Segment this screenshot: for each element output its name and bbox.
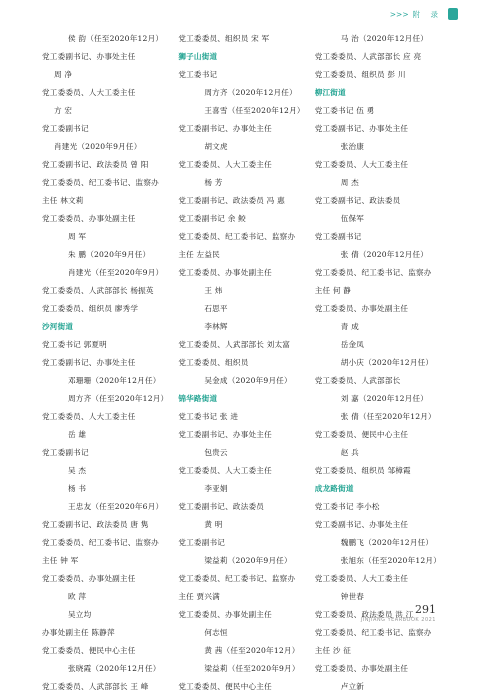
text-line: 吴 杰: [68, 466, 87, 475]
text-line: 石思平: [204, 304, 228, 313]
text-line: 党工委委员、人武部部长 杨振英: [42, 286, 154, 295]
text-line: 李林辉: [204, 322, 228, 331]
text-line: 杨 书: [68, 484, 87, 493]
text-line: 杨 芳: [204, 178, 223, 187]
text-line: 党工委副书记、政法委员 冯 惠: [178, 196, 285, 205]
text-line: 主任 钟 军: [42, 556, 79, 565]
text-line: 胡文虎: [204, 142, 228, 151]
column-3: [315, 30, 441, 696]
text-line: 党工委书记 伍 勇: [314, 106, 375, 115]
text-line: 党工委委员、纪工委书记、监察办: [178, 574, 296, 583]
text-line: 党工委委员、便民中心主任: [314, 430, 409, 439]
page-number: 291: [415, 603, 436, 616]
text-line: 侯 韵（任至2020年12月）: [68, 34, 164, 43]
text-line: 张旭东（任至2020年12月）: [340, 556, 442, 565]
text-line: 刘 嘉（2020年12月任）: [340, 394, 429, 403]
text-line: 梁益莉（任至2020年9月）: [204, 664, 300, 673]
section-heading: 锦华路街道: [178, 394, 218, 403]
text-line: 党工委委员、人武部部长: [314, 376, 401, 385]
text-line: 党工委委员、办事处副主任: [178, 610, 272, 619]
text-line: 周 杰: [340, 178, 359, 187]
text-line: 党工委委员、纪工委书记、监察办: [314, 628, 432, 637]
text-line: 包贵云: [204, 448, 228, 457]
column-2: [178, 30, 304, 696]
text-line: 王 炜: [204, 286, 223, 295]
text-line: 黄 茜（任至2020年12月）: [204, 646, 300, 655]
text-line: 朱 鹏（2020年9月任）: [68, 250, 151, 259]
text-line: 党工委委员、纪工委书记、监察办: [42, 178, 159, 187]
text-line: 主任 沙 征: [314, 646, 352, 655]
text-line: 岳 雄: [68, 430, 87, 439]
text-line: 党工委委员、组织员 彭 川: [314, 70, 406, 79]
text-line: 肖建光（2020年9月任）: [54, 142, 142, 151]
text-line: 欧 萍: [68, 592, 87, 601]
text-line: 党工委委员、组织员 宋 军: [178, 34, 270, 43]
text-line: 胡小庆（2020年12月任）: [340, 358, 434, 367]
text-line: 党工委副书记 余 鲛: [178, 214, 246, 223]
text-line: 党工委委员、办事处副主任: [42, 214, 136, 223]
text-line: 王忠友（任至2020年6月）: [68, 502, 164, 511]
text-line: 党工委委员、人武部部长 王 峰: [42, 682, 149, 691]
text-line: 党工委委员、人武部部长 刘太富: [178, 340, 291, 349]
text-line: 党工委委员、政法委员 洪 江: [314, 610, 414, 619]
page-footer: [361, 603, 436, 623]
text-line: 周方齐（2020年12月任）: [204, 88, 297, 97]
text-line: 张治康: [340, 142, 365, 151]
text-line: 党工委副书记、政法委员 唐 隽: [42, 520, 149, 529]
text-line: 张 倩（2020年12月任）: [340, 250, 429, 259]
text-line: 党工委书记: [178, 70, 218, 79]
text-line: 何志恒: [204, 628, 228, 637]
text-line: 党工委委员、人大工委主任: [178, 466, 272, 475]
text-line: 党工委委员、人大工委主任: [42, 412, 136, 421]
text-line: 党工委副书记: [42, 124, 89, 133]
text-line: 黄 明: [204, 520, 223, 529]
text-line: 党工委书记 李小松: [314, 502, 380, 511]
text-line: 周 军: [68, 232, 87, 241]
text-line: 魏鹏飞（2020年12月任）: [340, 538, 434, 547]
section-title: 附 录: [412, 9, 442, 19]
section-tab-marker: [448, 8, 458, 20]
text-line: 邓珊珊（2020年12月任）: [68, 376, 161, 385]
text-line: 党工委副书记: [42, 448, 89, 457]
text-line: 党工委委员、办事处副主任: [314, 304, 409, 313]
text-line: 周方齐（任至2020年12月）: [68, 394, 169, 403]
text-line: 党工委委员、办事处副主任: [314, 664, 409, 673]
text-line: 党工委书记 郭夏明: [42, 340, 107, 349]
text-line: 周 净: [54, 70, 73, 79]
text-line: 办事处副主任 陈静萍: [42, 628, 115, 637]
text-line: 党工委委员、人大工委主任: [178, 160, 272, 169]
text-line: 马 治（2020年12月任）: [340, 34, 429, 43]
text-line: 党工委书记 张 进: [178, 412, 239, 421]
text-line: 党工委委员、组织员 邹樟霞: [314, 466, 411, 475]
text-line: 党工委委员、办事处副主任: [178, 268, 272, 277]
text-line: 党工委副书记、政法委员: [314, 196, 401, 205]
text-line: 方 宏: [54, 106, 73, 115]
text-line: 党工委副书记、政法委员: [178, 502, 265, 511]
text-line: 主任 何 静: [314, 286, 352, 295]
section-heading: 狮子山街道: [178, 52, 218, 61]
book-title: JINJIANG YEARBOOK 2021: [360, 617, 436, 623]
text-line: 党工委委员、办事处副主任: [42, 574, 136, 583]
text-line: 主任 林文莉: [42, 196, 84, 205]
text-line: 肖建光（任至2020年9月）: [68, 268, 164, 277]
text-line: 卢立新: [340, 682, 365, 691]
text-line: 党工委委员、组织员: [178, 358, 249, 367]
text-line: 主任 左益民: [178, 250, 220, 259]
text-line: 吴立均: [68, 610, 92, 619]
text-line: 李亚娟: [204, 484, 228, 493]
text-line: 党工委副书记、办事处主任: [178, 124, 272, 133]
text-line: 党工委副书记: [314, 232, 362, 241]
text-line: 党工委委员、便民中心主任: [178, 682, 272, 691]
section-heading: 成龙路街道: [314, 484, 354, 493]
text-line: 党工委副书记、办事处主任: [178, 430, 272, 439]
text-line: 王喜雪（任至2020年12月）: [204, 106, 305, 115]
text-line: 张 倩（任至2020年12月）: [340, 412, 436, 421]
text-line: 党工委委员、人大工委主任: [314, 574, 409, 583]
text-line: 党工委副书记: [178, 538, 226, 547]
text-line: 党工委委员、人大工委主任: [42, 88, 136, 97]
text-line: 赵 兵: [340, 448, 359, 457]
text-line: 党工委副书记、办事处主任: [42, 52, 136, 61]
text-line: 岳金凤: [340, 340, 365, 349]
text-line: 伍保军: [340, 214, 365, 223]
text-line: 党工委委员、便民中心主任: [42, 646, 136, 655]
text-line: 钟世春: [340, 592, 365, 601]
text-line: 党工委委员、纪工委书记、监察办: [178, 232, 296, 241]
text-line: 党工委副书记、办事处主任: [42, 358, 136, 367]
text-line: 张晓霞（2020年12月任）: [68, 664, 161, 673]
section-heading: 柳江街道: [314, 88, 346, 97]
text-line: 青 成: [340, 322, 359, 331]
text-line: 党工委委员、人武部部长 应 亮: [314, 52, 422, 61]
text-line: 党工委委员、纪工委书记、监察办: [314, 268, 432, 277]
text-line: 党工委副书记、办事处主任: [314, 124, 409, 133]
text-line: 党工委副书记、办事处主任: [314, 520, 409, 529]
header-arrows: >>>: [389, 9, 409, 19]
text-line: 吴金成（2020年9月任）: [204, 376, 292, 385]
column-1: [42, 30, 168, 696]
text-line: 党工委委员、组织员 廖秀学: [42, 304, 139, 313]
section-heading: 沙河街道: [42, 322, 74, 331]
page-header: [390, 6, 458, 22]
text-line: 党工委副书记、政法委员 曾 阳: [42, 160, 149, 169]
text-line: 主任 贾兴满: [178, 592, 220, 601]
text-line: 党工委委员、纪工委书记、监察办: [42, 538, 159, 547]
text-line: 党工委委员、人大工委主任: [314, 160, 409, 169]
content-columns: [42, 30, 442, 696]
text-line: 梁益莉（2020年9月任）: [204, 556, 292, 565]
